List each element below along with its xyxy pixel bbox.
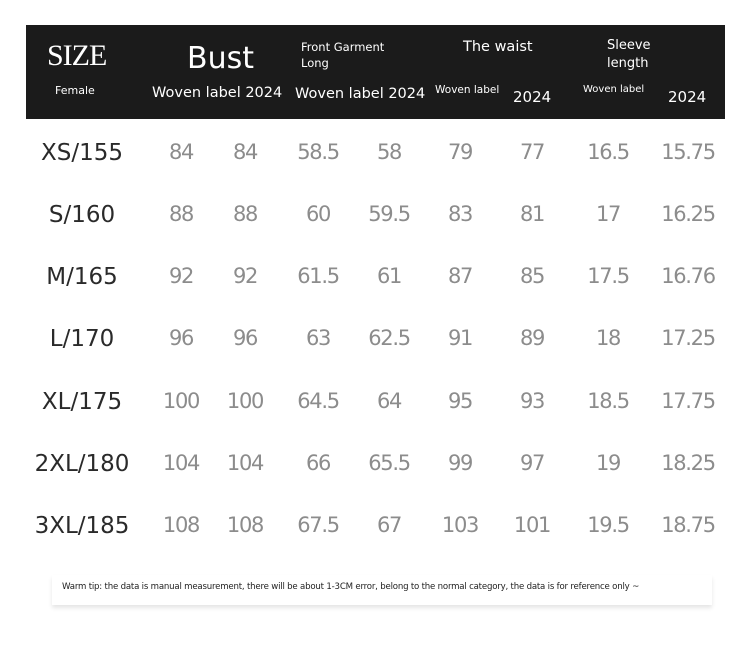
front-length-column-title: [301, 39, 384, 71]
sleeve-column-title: [607, 37, 651, 73]
size-cell: 2XL/180: [34, 451, 130, 477]
front-length-woven-cell: 67.5: [297, 513, 339, 537]
waist-column-title: The waist: [463, 39, 533, 55]
bust-column-subtitle: Woven label 2024: [152, 85, 283, 101]
front-length-woven-cell: 66: [305, 451, 331, 475]
waist-2024-cell: 85: [519, 264, 545, 288]
front-length-woven-cell: 61.5: [297, 264, 339, 288]
front-length-woven-cell: 58.5: [297, 140, 339, 164]
waist-2024-cell: 93: [519, 389, 545, 413]
table-row: [0, 326, 750, 366]
sleeve-2024-cell: 16.25: [661, 202, 715, 226]
sleeve-2024-cell: 18.75: [661, 513, 715, 537]
sleeve-title-line2: length: [607, 56, 649, 71]
waist-woven-cell: 87: [447, 264, 473, 288]
waist-2024-cell: 81: [519, 202, 545, 226]
sleeve-woven-cell: 19: [595, 451, 621, 475]
size-column-subtitle: Female: [55, 84, 95, 97]
table-row: [0, 451, 750, 491]
bust-woven-cell: 92: [168, 264, 194, 288]
front-length-2024-cell: 58: [376, 140, 402, 164]
front-length-woven-cell: 63: [305, 326, 331, 350]
bust-2024-cell: 92: [232, 264, 258, 288]
front-length-2024-cell: 59.5: [368, 202, 410, 226]
front-length-column-subtitle: Woven label 2024: [295, 86, 426, 102]
sleeve-woven-cell: 16.5: [587, 140, 629, 164]
waist-woven-cell: 99: [447, 451, 473, 475]
warm-tip-text: Warm tip: the data is manual measurement, there will be about 1-3CM error, belong to the normal category, the data is for reference only ~: [62, 582, 640, 592]
size-cell: S/160: [48, 202, 116, 228]
front-length-2024-cell: 67: [376, 513, 402, 537]
sleeve-woven-cell: 17: [595, 202, 621, 226]
sleeve-2024-cell: 17.25: [661, 326, 715, 350]
sleeve-woven-cell: 18: [595, 326, 621, 350]
front-length-title-line2: Long: [301, 56, 329, 70]
waist-woven-cell: 95: [447, 389, 473, 413]
size-cell: XL/175: [41, 389, 123, 415]
bust-woven-cell: 88: [168, 202, 194, 226]
sleeve-2024-cell: 15.75: [661, 140, 715, 164]
front-length-2024-cell: 62.5: [368, 326, 410, 350]
waist-woven-label: Woven label: [435, 84, 500, 96]
sleeve-year-label: 2024: [668, 88, 707, 106]
table-row: [0, 389, 750, 429]
sleeve-woven-cell: 17.5: [587, 264, 629, 288]
sleeve-woven-cell: 19.5: [587, 513, 629, 537]
sleeve-2024-cell: 17.75: [661, 389, 715, 413]
table-row: [0, 264, 750, 304]
waist-2024-cell: 77: [519, 140, 545, 164]
warm-tip-box: [52, 575, 712, 605]
waist-2024-cell: 101: [513, 513, 551, 537]
front-length-2024-cell: 65.5: [368, 451, 410, 475]
front-length-2024-cell: 61: [376, 264, 402, 288]
sleeve-2024-cell: 18.25: [661, 451, 715, 475]
sleeve-title-line1: Sleeve: [607, 38, 651, 53]
table-row: [0, 140, 750, 180]
front-length-woven-cell: 60: [305, 202, 331, 226]
front-length-title-line1: Front Garment: [301, 40, 385, 54]
bust-2024-cell: 84: [232, 140, 258, 164]
size-chart-header: [26, 25, 725, 119]
bust-woven-cell: 108: [162, 513, 200, 537]
size-cell: M/165: [46, 264, 118, 290]
bust-2024-cell: 96: [232, 326, 258, 350]
size-cell: L/170: [49, 326, 115, 352]
waist-woven-cell: 91: [447, 326, 473, 350]
bust-2024-cell: 108: [226, 513, 264, 537]
bust-2024-cell: 88: [232, 202, 258, 226]
size-cell: XS/155: [40, 140, 124, 166]
bust-woven-cell: 84: [168, 140, 194, 164]
waist-woven-cell: 103: [441, 513, 479, 537]
waist-woven-cell: 83: [447, 202, 473, 226]
table-row: [0, 202, 750, 242]
size-column-title: SIZE: [47, 39, 107, 72]
front-length-woven-cell: 64.5: [297, 389, 339, 413]
table-row: [0, 513, 750, 553]
size-cell: 3XL/185: [34, 513, 130, 539]
front-length-2024-cell: 64: [376, 389, 402, 413]
bust-woven-cell: 100: [162, 389, 200, 413]
waist-year-label: 2024: [513, 88, 552, 106]
waist-2024-cell: 97: [519, 451, 545, 475]
sleeve-woven-cell: 18.5: [587, 389, 629, 413]
sleeve-2024-cell: 16.76: [661, 264, 715, 288]
bust-column-title: Bust: [187, 41, 254, 76]
sleeve-woven-label: Woven label: [583, 84, 645, 95]
bust-2024-cell: 104: [226, 451, 264, 475]
bust-2024-cell: 100: [226, 389, 264, 413]
waist-woven-cell: 79: [447, 140, 473, 164]
bust-woven-cell: 96: [168, 326, 194, 350]
waist-2024-cell: 89: [519, 326, 545, 350]
bust-woven-cell: 104: [162, 451, 200, 475]
